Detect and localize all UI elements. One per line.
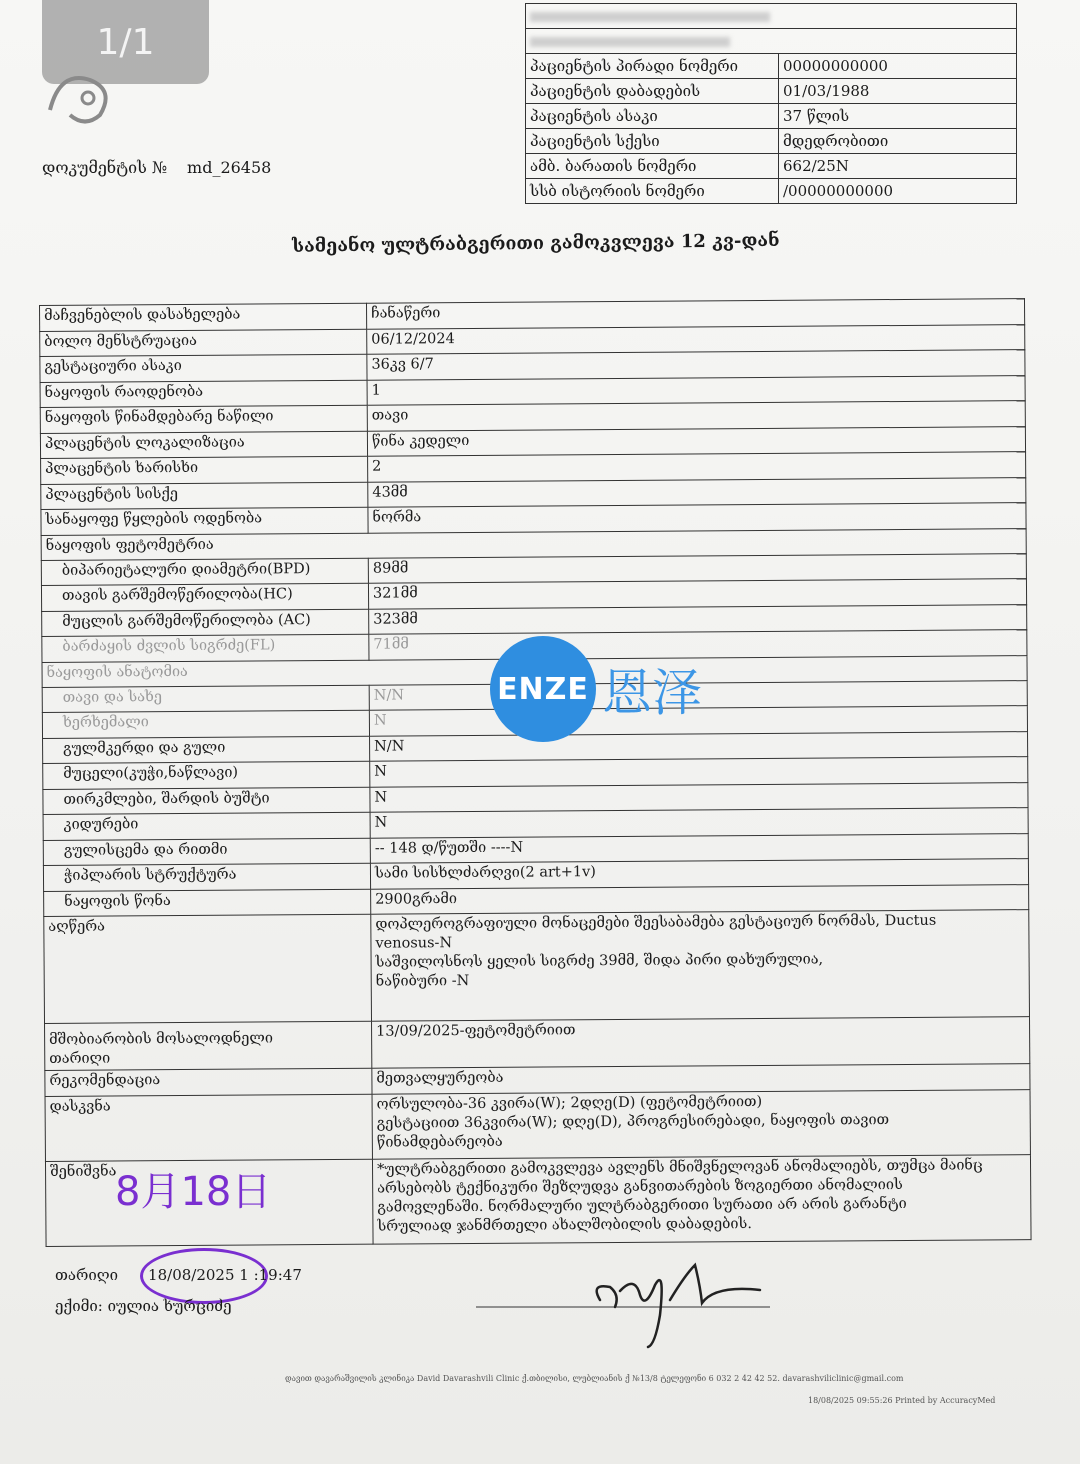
document-number	[42, 158, 271, 177]
redacted-cell	[526, 4, 1017, 29]
description-line: საშვილოსნოს ყელის სიგრძე 39მმ, შიდა პირი დახურულია,	[375, 951, 824, 971]
row-label: გესტაციური ასაკი	[40, 354, 367, 382]
table-row	[526, 179, 1017, 204]
table-row	[526, 104, 1017, 129]
patient-dob-label: პაციენტის დაბადების	[526, 79, 779, 104]
row-label: აღწერა	[44, 914, 372, 1023]
row-label: კიდურები	[43, 812, 370, 840]
patient-id-value: 00000000000	[779, 54, 1017, 79]
patient-id-label: პაციენტის პირადი ნომერი	[526, 54, 779, 79]
row-value: 321მმ	[368, 579, 1026, 609]
description-line: venosus-N	[375, 935, 453, 952]
table-row	[526, 129, 1017, 154]
row-value: ნორმა	[368, 503, 1026, 533]
row-value: N	[369, 706, 1027, 736]
description-line: ნაწიბური -N	[375, 973, 470, 990]
row-value: წინა კედელი	[367, 426, 1025, 456]
conclusion-row	[45, 1089, 1030, 1161]
due-date-row	[45, 1017, 1030, 1071]
section-title: ნაყოფის ანატომია	[42, 655, 1027, 687]
conclusion-line: გესტაციით 36კვირა(W); დღე(D), პროგრესირებადი, ნაყოფის თავით	[376, 1111, 890, 1132]
row-label: ნაყოფის წონა	[44, 889, 371, 917]
history-number-value: /00000000000	[779, 179, 1017, 204]
row-label: სანაყოფე წყლების ოდენობა	[41, 507, 368, 535]
report-date	[55, 1266, 302, 1284]
row-value: 1	[367, 375, 1025, 405]
watermark-chinese: 恩泽	[602, 664, 702, 722]
row-value: -- 148 დ/წუთში ----N	[370, 833, 1028, 863]
document-number-value: md_26458	[187, 158, 272, 177]
row-label: მუცლის გარშემოწერილობა (AC)	[42, 609, 369, 637]
row-value: N	[370, 782, 1028, 812]
patient-info-table	[525, 3, 1017, 204]
date-value: 18/08/2025 1 :19:47	[148, 1266, 302, 1284]
row-label: თირკმლები, შარდის ბუშტი	[43, 787, 370, 815]
row-label: ბოლო მენსტრუაცია	[40, 329, 367, 357]
row-label	[45, 1021, 372, 1070]
card-number-label: ამბ. ბარათის ნომერი	[526, 154, 779, 179]
table-row	[526, 154, 1017, 179]
printed-stamp: 18/08/2025 09:55:26 Printed by AccuracyMed	[808, 1396, 996, 1405]
page-title: სამეანო ულტრაბგერითი გამოკვლევა 12 კვ-დან	[291, 230, 780, 257]
description-line: დოპლეროგრაფიული მონაცემები შეესაბამება გესტაციურ ნორმას, Ductus	[375, 912, 937, 933]
row-value: 06/12/2024	[367, 324, 1025, 354]
enze-watermark	[490, 636, 702, 742]
ultrasound-results-table	[39, 298, 1032, 1246]
row-label: გულისცემა და რითმი	[43, 838, 370, 866]
note-line: გამოვლენაში. ნორმალური ულტრაბგერითი სურათი არ არის გარანტი	[377, 1195, 907, 1216]
row-value: 13/09/2025-ფეტომეტრიით	[372, 1017, 1030, 1069]
table-row	[526, 29, 1017, 54]
redacted-bar	[530, 37, 730, 47]
column-header-parameter: მაჩვენებლის დასახელება	[40, 303, 367, 331]
description-row	[44, 910, 1030, 1024]
row-value: N/N	[369, 680, 1027, 710]
row-label: პლაცენტის ლოკალიზაცია	[40, 431, 367, 459]
row-label: შენიშვნა	[45, 1159, 373, 1246]
label-line: მშობიარობის მოსალოდნელი	[49, 1030, 274, 1048]
row-value: N/N	[370, 731, 1028, 761]
row-value: თავი	[367, 401, 1025, 431]
row-label: ნაყოფის რაოდენობა	[40, 380, 367, 408]
row-value: 71მმ	[369, 630, 1027, 660]
row-value	[372, 1089, 1030, 1159]
patient-age-label: პაციენტის ასაკი	[526, 104, 779, 129]
redacted-bar	[530, 12, 770, 22]
doctor-signature-icon	[470, 1255, 780, 1355]
row-value: 323მმ	[369, 604, 1027, 634]
row-value: 89მმ	[368, 553, 1026, 583]
row-value: 2	[368, 452, 1026, 482]
row-value	[371, 910, 1030, 1022]
row-value: 43მმ	[368, 477, 1026, 507]
row-label: ხერხემალი	[42, 710, 369, 738]
date-label: თარიღი	[55, 1266, 119, 1284]
handwritten-date-annotation: 8月18日	[115, 1169, 272, 1215]
row-value: 36კვ 6/7	[367, 350, 1025, 380]
row-value: სამი სისხლძარღვი(2 art+1v)	[370, 859, 1028, 889]
row-label: პლაცენტის ხარისხი	[41, 456, 368, 484]
doctor-name: იულია ხურციძე	[107, 1297, 232, 1315]
card-number-value: 662/25N	[779, 154, 1017, 179]
note-line: არსებობს ტექნიკური შეზღუდვა განვითარების ზოგიერთი ანომალიის	[377, 1176, 903, 1197]
column-header-record: ჩანაწერი	[366, 299, 1024, 329]
row-value: 2900გრამი	[371, 884, 1029, 914]
row-label: თავი და სახე	[42, 685, 369, 713]
row-label: პლაცენტის სისქე	[41, 482, 368, 510]
clinic-logo-icon	[40, 60, 130, 130]
label-line: თარიღი	[49, 1050, 111, 1067]
row-label: ჭიპლარის სტრუქტურა	[43, 863, 370, 891]
history-number-label: სსბ ისტორიის ნომერი	[526, 179, 779, 204]
row-label: მუცელი(კუჭი,ნაწლავი)	[43, 761, 370, 789]
row-label: ნაყოფის წინამდებარე ნაწილი	[40, 405, 367, 433]
row-value: N	[370, 808, 1028, 838]
table-row	[526, 79, 1017, 104]
patient-dob-value: 01/03/1988	[779, 79, 1017, 104]
row-label: გულმკერდი და გული	[43, 736, 370, 764]
row-value: მეთვალყურეობა	[372, 1064, 1030, 1094]
conclusion-line: ორსულობა-36 კვირა(W); 2დღე(D) (ფეტომეტრიით)	[376, 1093, 763, 1113]
patient-sex-label: პაციენტის სქესი	[526, 129, 779, 154]
row-label: ბიპარიეტალური დიამეტრი(BPD)	[41, 558, 368, 586]
note-line: *ულტრაბგერითი გამოკვლევა ავლენს მნიშვნელოვან ანომალიებს, თუმცა მაინც	[376, 1156, 983, 1178]
watermark-logo: ENZE	[490, 636, 596, 742]
patient-age-value: 37 წლის	[779, 104, 1017, 129]
patient-sex-value: მდედრობითი	[779, 129, 1017, 154]
row-value	[372, 1154, 1031, 1244]
table-row	[526, 54, 1017, 79]
table-row	[526, 4, 1017, 29]
row-value: N	[370, 757, 1028, 787]
row-label: ბარძაყის ძვლის სიგრძე(FL)	[42, 634, 369, 662]
page-counter-text: 1/1	[96, 21, 155, 63]
row-label: რეკომენდაცია	[45, 1068, 372, 1096]
doctor-line	[55, 1297, 231, 1315]
note-line: სრულიად ჯანმრთელი ახალშობილის დაბადების.	[377, 1215, 752, 1235]
row-label: თავის გარშემოწერილობა(HC)	[41, 583, 368, 611]
doctor-label: ექიმი:	[55, 1297, 103, 1315]
conclusion-line: წინამდებარეობა	[376, 1133, 503, 1151]
redacted-cell	[526, 29, 1017, 54]
row-label: დასკვნა	[45, 1094, 372, 1161]
document-number-label: დოკუმენტის №	[42, 158, 168, 177]
section-title: ნაყოფის ფეტომეტრია	[41, 528, 1026, 560]
clinic-footer: დავით დავარაშვილის კლინიკა David Davarashvili Clinic ქ.თბილისი, ლუბლიანის ქ №13/8 ტელეფონი 6 032 2 42 42 52. davarashviliclinic@gmail.com	[285, 1374, 904, 1383]
